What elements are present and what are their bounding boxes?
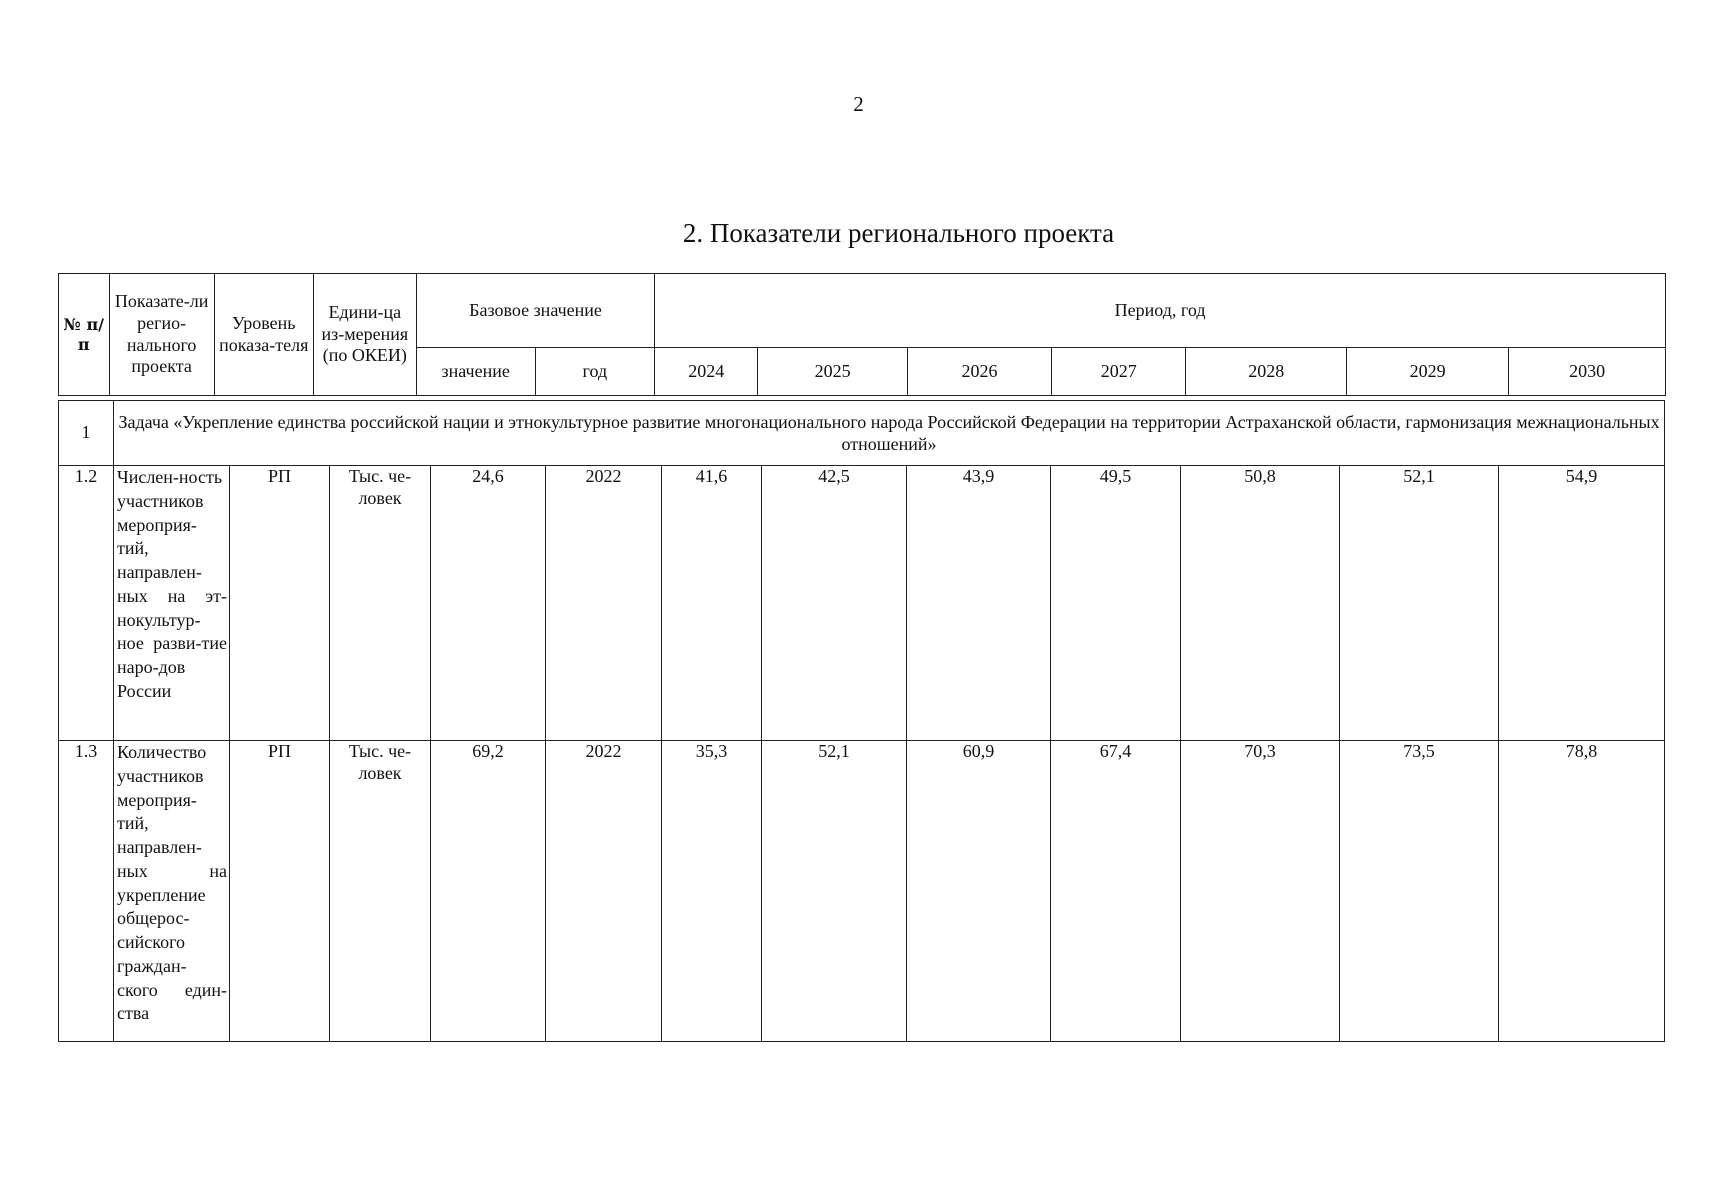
header-year: 2027	[1052, 348, 1186, 396]
header-base-value: значение	[416, 348, 535, 396]
row-value: 41,6	[662, 466, 762, 741]
header-num: № п/п	[59, 274, 110, 396]
table-row	[59, 741, 1665, 1042]
row-value: 50,8	[1181, 466, 1340, 741]
row-unit: Тыс. че-ловек	[330, 741, 431, 1042]
row-base-value: 24,6	[431, 466, 546, 741]
header-year: 2025	[758, 348, 908, 396]
row-indicator: Количество участников мероприя-тий, направлен-ных на укрепление общерос-сийского граждан-ского един-ства	[114, 741, 230, 1042]
row-value: 67,4	[1051, 741, 1181, 1042]
row-indicator: Числен-ность участников мероприя-тий, направлен-ных на эт-нокультур-ное разви-тие наро-дов России	[114, 466, 230, 741]
row-value: 49,5	[1051, 466, 1181, 741]
row-value: 73,5	[1340, 741, 1499, 1042]
header-indicator: Показате-ли регио-нального проекта	[109, 274, 214, 396]
task-row	[59, 401, 1665, 466]
header-unit: Едини-ца из-мерения (по ОКЕИ)	[313, 274, 416, 396]
row-value: 52,1	[1340, 466, 1499, 741]
row-value: 52,1	[762, 741, 907, 1042]
header-period: Период, год	[655, 274, 1666, 348]
task-num: 1	[59, 401, 114, 466]
header-level: Уровень показа-теля	[214, 274, 313, 396]
row-value: 70,3	[1181, 741, 1340, 1042]
row-value: 60,9	[907, 741, 1051, 1042]
header-year: 2029	[1347, 348, 1509, 396]
row-unit: Тыс. че-ловек	[330, 466, 431, 741]
header-base-year: год	[535, 348, 655, 396]
indicators-table-body	[58, 400, 1665, 1042]
header-year: 2026	[907, 348, 1051, 396]
row-num: 1.2	[59, 466, 114, 741]
page-number: 2	[853, 92, 864, 116]
row-value: 43,9	[907, 466, 1051, 741]
row-num: 1.3	[59, 741, 114, 1042]
indicators-table-header	[58, 273, 1666, 396]
row-base-value: 69,2	[431, 741, 546, 1042]
row-base-year: 2022	[546, 741, 662, 1042]
task-text: Задача «Укрепление единства российской нации и этнокультурное развитие многонационального народа Российской Федерации на территории Астраханской области, гармонизация межнациональных отношений»	[114, 401, 1665, 466]
header-year: 2028	[1186, 348, 1347, 396]
row-value: 54,9	[1499, 466, 1665, 741]
header-year: 2030	[1509, 348, 1666, 396]
section-title: 2. Показатели регионального проекта	[682, 218, 1115, 248]
row-base-year: 2022	[546, 466, 662, 741]
header-year: 2024	[655, 348, 758, 396]
table-row	[59, 466, 1665, 741]
row-value: 42,5	[762, 466, 907, 741]
row-value: 35,3	[662, 741, 762, 1042]
row-value: 78,8	[1499, 741, 1665, 1042]
row-level: РП	[230, 741, 330, 1042]
header-base: Базовое значение	[416, 274, 654, 348]
row-level: РП	[230, 466, 330, 741]
